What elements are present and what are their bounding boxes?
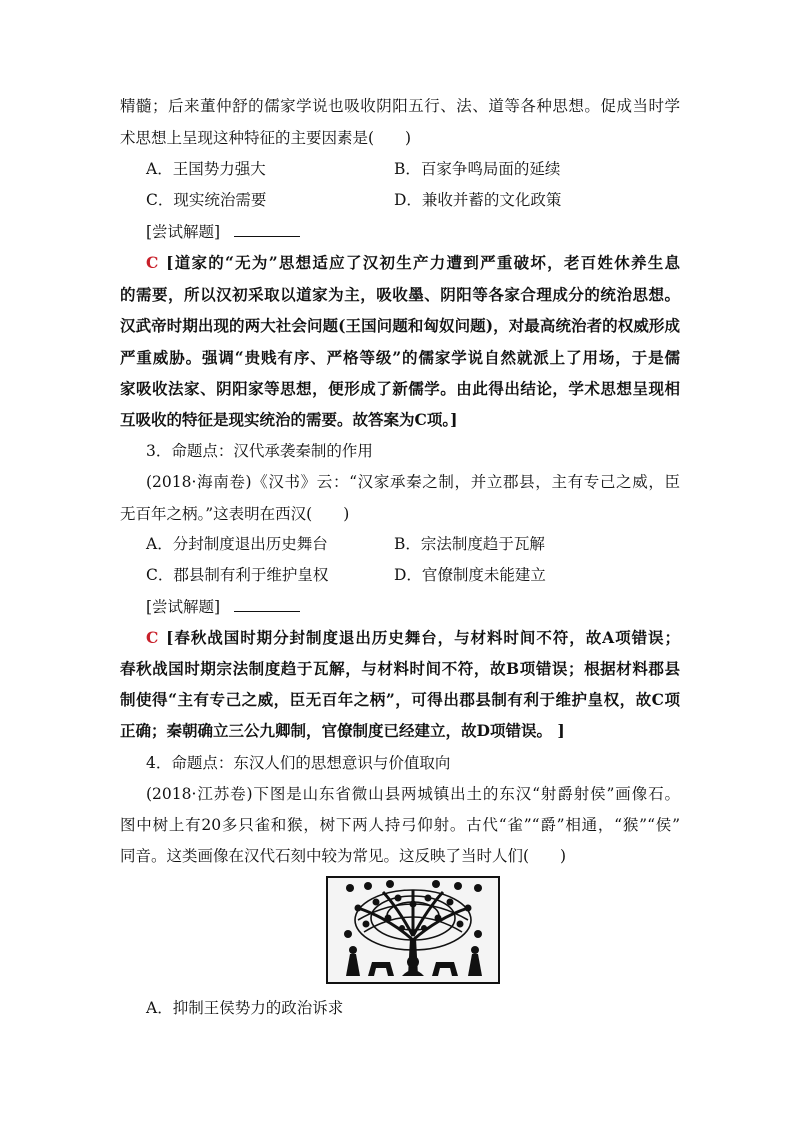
q3-stem-line2: 无百年之柄。”这表明在西汉( ) bbox=[120, 505, 350, 523]
q2-stem-line2: 术思想上呈现这种特征的主要因素是( ) bbox=[120, 129, 412, 147]
q3-try-row bbox=[146, 597, 300, 617]
q4-option-a: A．抑制王侯势力的政治诉求 bbox=[146, 999, 344, 1017]
q2-exp-line2: 的需要，所以汉初采取以道家为主，吸收墨、阴阳等各家合理成分的统治思想。 bbox=[120, 285, 680, 304]
q2-answer-letter: C bbox=[146, 253, 159, 272]
q4-stem-line1: (2018·江苏卷)下图是山东省微山县两城镇出土的东汉“射爵射侯”画像石。 bbox=[146, 785, 680, 803]
q3-option-d: D．官僚制度未能建立 bbox=[394, 566, 546, 584]
q3-answer-letter: C bbox=[146, 628, 159, 647]
q3-exp-line4: 正确；秦朝确立三公九卿制，官僚制度已经建立，故D项错误。 ] bbox=[120, 721, 565, 740]
q2-exp-line1-text: [道家的“无为”思想适应了汉初生产力遭到严重破坏，老百姓休养生息 bbox=[166, 253, 680, 272]
q3-stem-line1: (2018·海南卷)《汉书》云：“汉家承秦之制，并立郡县，主有专己之威，臣 bbox=[146, 473, 680, 491]
q2-option-b: B．百家争鸣局面的延续 bbox=[394, 160, 561, 178]
q3-exp-line1 bbox=[146, 628, 680, 648]
q2-stem-line1: 精髓；后来董仲舒的儒家学说也吸收阴阳五行、法、道等各种思想。促成当时学 bbox=[120, 97, 680, 115]
q3-answer-blank bbox=[234, 597, 300, 612]
q3-exp-line1-text: [春秋战国时期分封制度退出历史舞台，与材料时间不符，故A项错误； bbox=[166, 628, 680, 647]
q4-heading: 4．命题点：东汉人们的思想意识与价值取向 bbox=[146, 754, 451, 772]
q3-heading: 3．命题点：汉代承袭秦制的作用 bbox=[146, 442, 373, 460]
q3-exp-line3: 制使得“主有专己之威，臣无百年之柄”，可得出郡县制有利于维护皇权，故C项 bbox=[120, 690, 680, 709]
q3-option-c: C．郡县制有利于维护皇权 bbox=[146, 566, 329, 584]
q3-option-b: B．宗法制度趋于瓦解 bbox=[394, 535, 545, 553]
q2-exp-line5: 家吸收法家、阴阳家等思想，便形成了新儒学。由此得出结论，学术思想呈现相 bbox=[120, 379, 680, 398]
q2-option-d: D．兼收并蓄的文化政策 bbox=[394, 191, 562, 209]
q2-exp-line4: 严重威胁。强调“贵贱有序、严格等级”的儒家学说自然就派上了用场，于是儒 bbox=[120, 348, 680, 367]
q3-option-a: A．分封制度退出历史舞台 bbox=[146, 535, 328, 553]
han-stone-relief-image bbox=[326, 876, 500, 984]
q2-exp-line1 bbox=[146, 253, 680, 273]
q4-stem-line3: 同音。这类画像在汉代石刻中较为常见。这反映了当时人们( ) bbox=[120, 847, 567, 865]
q2-try-label: [尝试解题] bbox=[146, 223, 221, 241]
q2-option-c: C．现实统治需要 bbox=[146, 191, 267, 209]
q3-try-label: [尝试解题] bbox=[146, 598, 221, 616]
q2-exp-line3: 汉武帝时期出现的两大社会问题(王国问题和匈奴问题)，对最高统治者的权威形成 bbox=[120, 316, 680, 335]
q3-exp-line2: 春秋战国时期宗法制度趋于瓦解，与材料时间不符，故B项错误；根据材料郡县 bbox=[120, 659, 680, 678]
q2-answer-blank bbox=[234, 222, 300, 237]
q2-exp-line6: 互吸收的特征是现实统治的需要。故答案为C项。] bbox=[120, 410, 458, 429]
relief-drawing bbox=[328, 878, 498, 982]
q4-stem-line2: 图中树上有20多只雀和猴，树下两人持弓仰射。古代“雀”“爵”相通，“猴”“侯” bbox=[120, 816, 680, 834]
q2-option-a: A．王国势力强大 bbox=[146, 160, 266, 178]
q2-try-row bbox=[146, 222, 300, 242]
